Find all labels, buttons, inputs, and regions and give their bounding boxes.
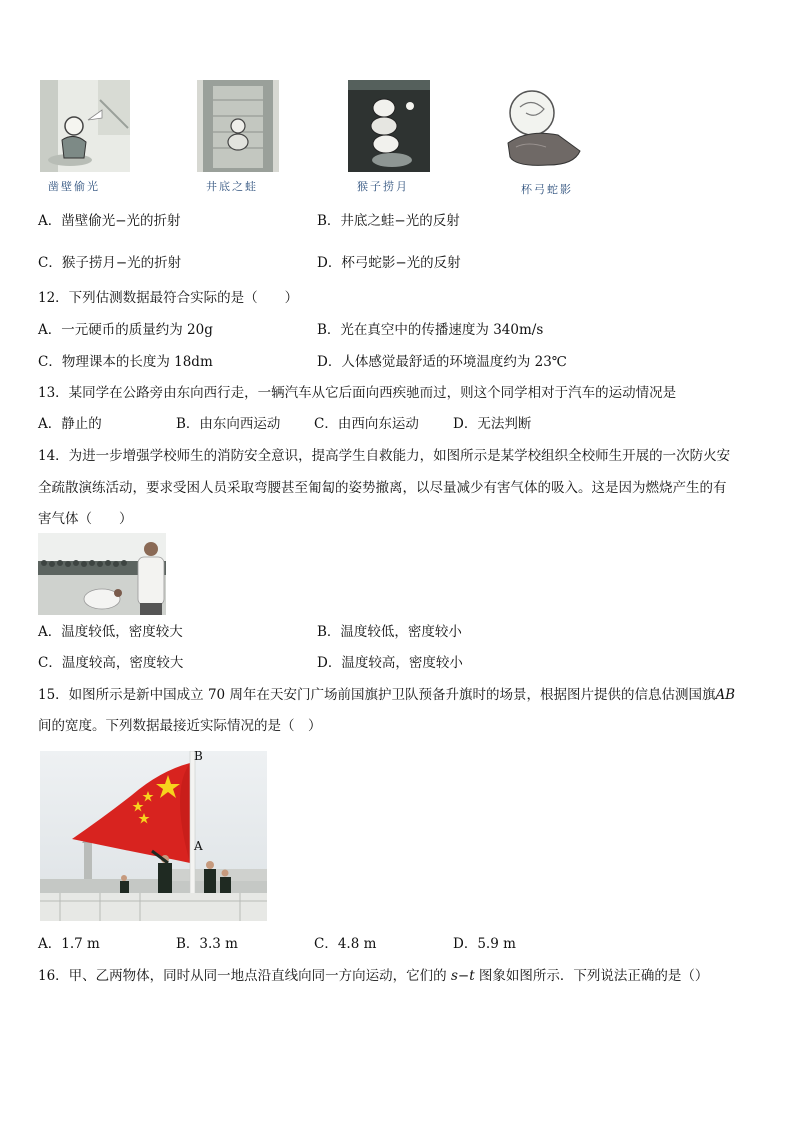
q15-stem-line-1	[38, 685, 735, 705]
q15-stem-line-2: 间的宽度。下列数据最接近实际情况的是（ ）	[38, 718, 322, 734]
q14-stem-line-3: 害气体（ ）	[38, 511, 133, 527]
caption-3: 猴子捞月	[357, 180, 409, 193]
q16-stem	[38, 966, 708, 986]
image-flag-raising	[40, 751, 267, 921]
q12-stem: 12．下列估测数据最符合实际的是（ ）	[38, 290, 299, 306]
image-zaobi-touguang	[40, 80, 130, 172]
image-fire-drill	[38, 533, 166, 615]
q12-option-a: A．一元硬币的质量约为 20g	[38, 322, 213, 338]
caption-1: 凿壁偷光	[48, 180, 100, 193]
caption-2: 井底之蛙	[206, 180, 258, 193]
q16-stem-text-2: 图象如图所示．下列说法正确的是（）	[474, 968, 709, 984]
q15-option-b: B．3.3 m	[176, 936, 238, 952]
q13-option-a: A．静止的	[38, 416, 102, 432]
image-beigong-sheying	[498, 85, 586, 177]
q14-option-b: B．温度较低，密度较小	[317, 624, 462, 640]
q13-option-b: B．由东向西运动	[176, 416, 281, 432]
q14-stem-line-2: 全疏散演练活动，要求受困人员采取弯腰甚至匍匐的姿势撤离，以尽量减少有害气体的吸入。这是因为燃烧产生的有	[38, 480, 727, 496]
q14-option-c: C．温度较高，密度较大	[38, 655, 184, 671]
q11-option-a: A．凿壁偷光−光的折射	[38, 213, 181, 229]
image-jingdi-zhiwa	[197, 80, 279, 172]
q14-option-a: A．温度较低，密度较大	[38, 624, 183, 640]
q12-option-c: C．物理课本的长度为 18dm	[38, 354, 213, 370]
q14-stem-line-1: 14．为进一步增强学校师生的消防安全意识，提高学生自救能力，如图所示是某学校组织全校师生开展的一次防火安	[38, 448, 731, 464]
q13-option-c: C．由西向东运动	[314, 416, 419, 432]
q11-option-c: C．猴子捞月−光的折射	[38, 255, 182, 271]
q11-option-d: D．杯弓蛇影−光的反射	[317, 255, 461, 271]
q15-option-c: C．4.8 m	[314, 936, 377, 952]
label-point-b: B	[194, 749, 203, 763]
q15-option-a: A．1.7 m	[38, 936, 100, 952]
q16-stem-text-1: 16．甲、乙两物体，同时从同一地点沿直线向同一方向运动，它们的	[38, 968, 451, 984]
image-houzi-laoyue	[348, 80, 430, 172]
q12-option-b: B．光在真空中的传播速度为 340m/s	[317, 322, 544, 338]
q12-option-d: D．人体感觉最舒适的环境温度约为 23℃	[317, 354, 567, 370]
label-point-a: A	[194, 839, 203, 853]
q14-option-d: D．温度较高，密度较小	[317, 655, 463, 671]
q15-stem-text: 15．如图所示是新中国成立 70 周年在天安门广场前国旗护卫队预备升旗时的场景，根据图片提供的信息估测国旗	[38, 687, 716, 703]
q13-stem: 13．某同学在公路旁由东向西行走，一辆汽车从它后面向西疾驰而过，则这个同学相对于汽车的运动情况是	[38, 385, 677, 401]
q16-variable-st: s−t	[450, 968, 475, 984]
q11-option-b: B．井底之蛙−光的反射	[317, 213, 460, 229]
caption-4: 杯弓蛇影	[521, 183, 573, 196]
q15-option-d: D．5.9 m	[453, 936, 516, 952]
q13-option-d: D．无法判断	[453, 416, 532, 432]
q15-variable-ab: AB	[715, 687, 736, 703]
